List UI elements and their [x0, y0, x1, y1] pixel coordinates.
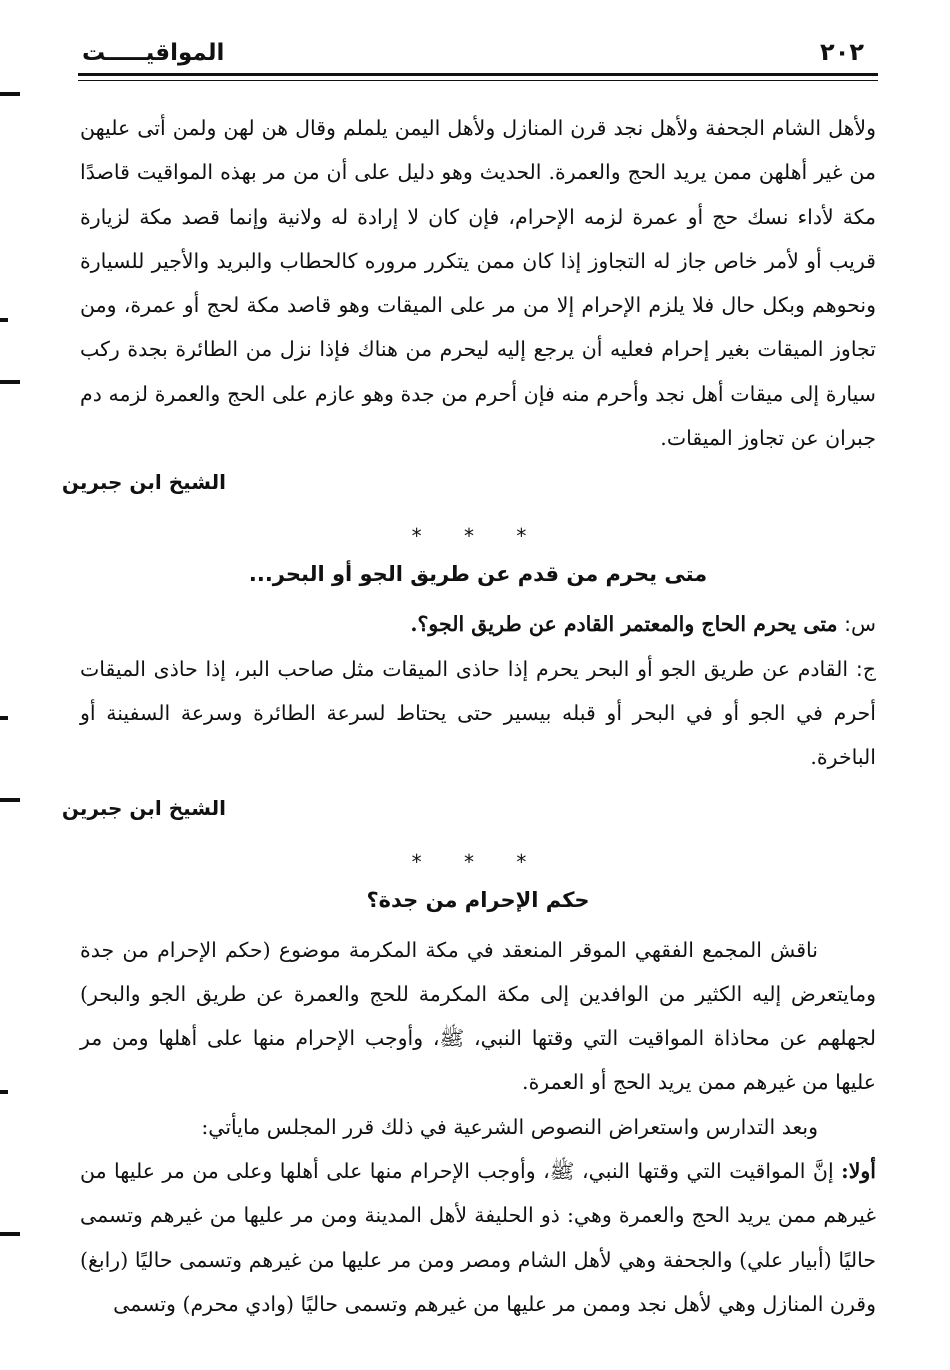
answer-label: ج: — [855, 656, 876, 681]
margin-tick — [0, 318, 8, 322]
paragraph: وبعد التدارس واستعراض النصوص الشرعية في ذلك قرر المجلس مايأتي: — [201, 1114, 818, 1139]
page-number: ٢٠٢ — [820, 38, 864, 66]
margin-tick — [0, 92, 20, 96]
margin-tick — [0, 1232, 20, 1236]
paragraph-continuation: ولأهل الشام الجحفة ولأهل نجد قرن المنازل ولأهل اليمن يلملم وقال هن لهن ولمن أتى عليهن من غير أهلهن ممن يريد الحج والعمرة. الحديث وهو دليل على أن من مر بهذه المواقيت قاصدًا مكة لأداء نسك حج أو عمرة لزمه الإحرام، فإن كان لا إرادة له ولانية وإنما قصد مكة لزيارة قريب أو لأمر خاص جاز له التجاوز إذا كان ممن يتكرر مروره كالحطاب والبريد والأجير للسيارة ونحوهم وبكل حال فلا يلزم الإحرام إلا من مر على الميقات وهو قاصد مكة لحج أو عمرة، ومن تجاوز الميقات بغير إحرام فعليه أن يرجع إليه ليحرم من هناك فإذا نزل من الطائرة بجدة ركب سيارة إلى ميقات أهل نجد وأحرم منه فإن أحرم من جدة وهو عازم على الحج والعمرة لزمه دم جبران عن تجاوز الميقات. — [80, 116, 876, 451]
section-heading: حكم الإحرام من جدة؟ — [366, 887, 590, 912]
header-rule — [78, 73, 878, 76]
question-label: س: — [844, 612, 876, 637]
margin-tick — [0, 380, 20, 384]
margin-tick — [0, 798, 20, 802]
section-separator: * * * — [411, 849, 545, 874]
section-heading: متى يحرم من قدم عن طريق الجو أو البحر... — [248, 562, 708, 587]
paragraph: ناقش المجمع الفقهي الموقر المنعقد في مكة المكرمة موضوع (حكم الإحرام من جدة ومايتعرض إليه الكثير من الوافدين إلى مكة المكرمة للحج والعمرة عن طريق الجو والبحر) لجهلهم عن محاذاة المواقيت التي وقتها النبي، ﷺ، وأوجب الإحرام منها على أهلها ومن مر عليها من غيرهم ممن يريد الحج أو العمرة. — [80, 937, 876, 1095]
signature: الشيخ ابن جبرين — [61, 470, 226, 495]
numbered-text: إنَّ المواقيت التي وقتها النبي، ﷺ، وأوجب الإحرام منها على أهلها وعلى من مر عليها من غيرهم ممن يريد الحج والعمرة وهي: ذو الحليفة لأهل المدينة ومن مر عليها من غيرهم وتسمى حاليًا (أبيار علي) والجحفة وهي لأهل الشام ومصر ومن مر عليها من غيرهم وتسمى حاليًا (رابغ) وقرن المنازل وهي لأهل نجد وممن مر عليها من غيرهم وتسمى حاليًا (وادي محرم) وتسمى — [80, 1159, 876, 1316]
question-text: متى يحرم الحاج والمعتمر القادم عن طريق الجو؟. — [410, 612, 838, 637]
header-rule-thin — [78, 80, 878, 81]
answer-text: القادم عن طريق الجو أو البحر يحرم إذا حاذى الميقات مثل صاحب البر، إذا حاذى الميقات أحرم في الجو أو في البحر أو قبله بيسير حتى يحتاط لسرعة الطائرة وسرعة السفينة أو الباخرة. — [80, 656, 876, 770]
numbered-paragraph — [80, 1149, 876, 1326]
running-title: المواقيـــــت — [82, 40, 225, 66]
signature: الشيخ ابن جبرين — [61, 795, 226, 820]
page-header — [78, 38, 878, 76]
question-line — [80, 602, 876, 646]
answer-paragraph — [80, 647, 876, 780]
page-body — [61, 106, 876, 1326]
margin-tick — [0, 716, 8, 720]
margin-tick — [0, 1090, 8, 1094]
section-separator: * * * — [411, 524, 545, 549]
numbered-label: أولا: — [841, 1159, 876, 1184]
